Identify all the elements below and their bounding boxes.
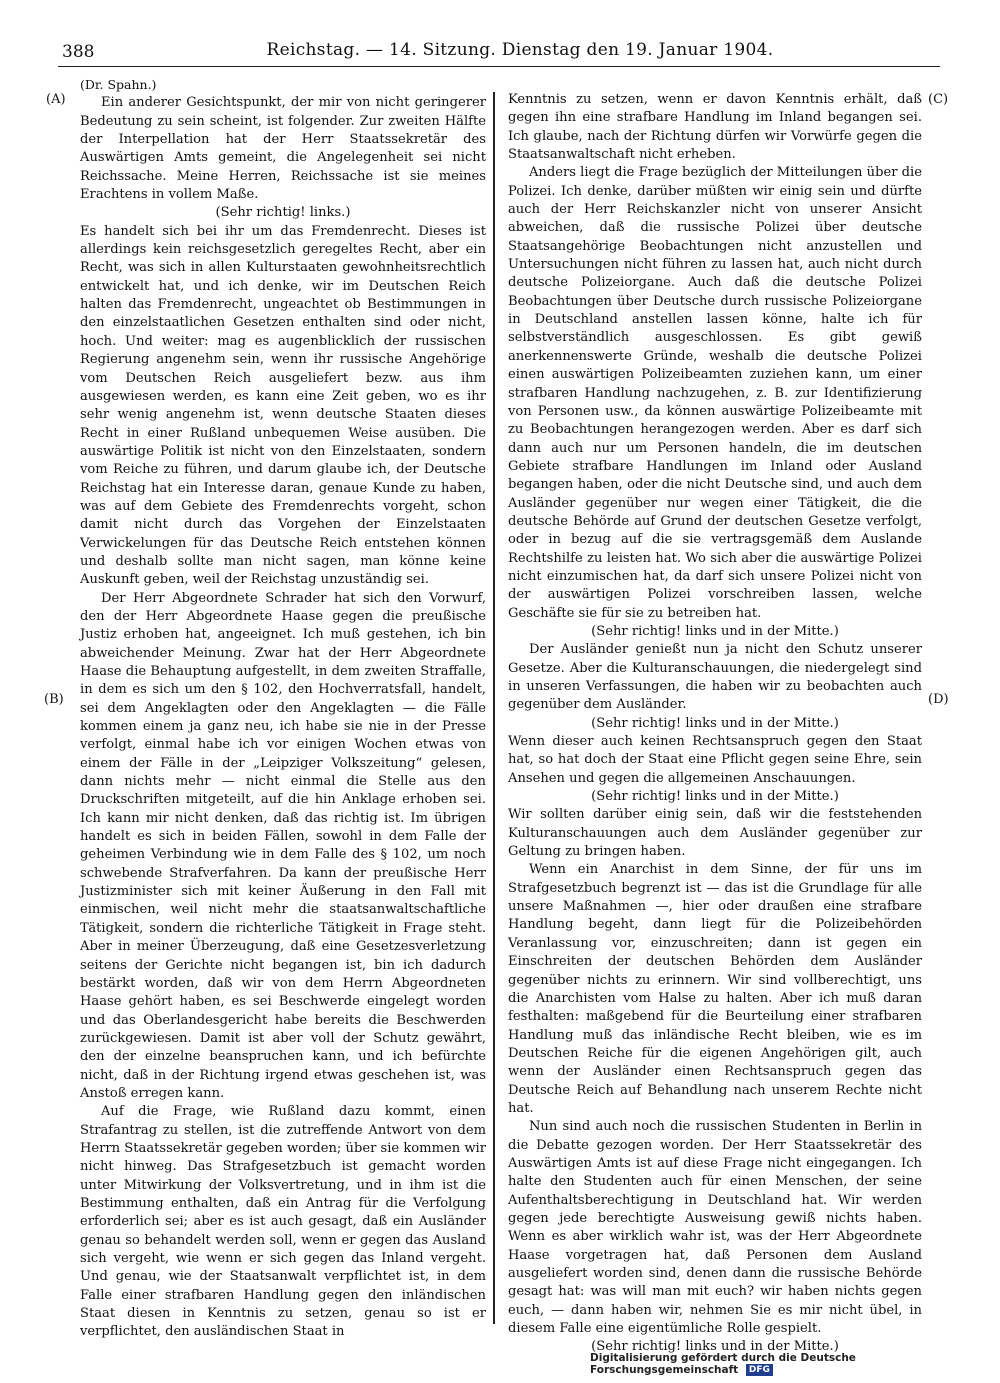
interjection: (Sehr richtig! links und in der Mitte.) xyxy=(591,1339,839,1355)
paragraph: Anders liegt die Frage bezüglich der Mitteilungen über die Polizei. Ich denke, darüber müßten wir einig sein und dürfte auch der Herr Reichskanzler nicht von unserer Ansicht abweichen, daß die russische Polizei über deutsche Staatsangehörige Beobachtungen nicht anzustellen und Untersuchungen nicht führen zu lassen hat, auch nicht durch deutsche Polizeiorgane. Auch daß die deutsche Polizei Beobachtungen über Deutsche durch russische Polizeiorgane in Deutschland anstellen lassen könne, halte ich für selbstverständlich ausgeschlossen. Es gibt gewiß anerkennenswerte Gründe, weshalb die deutsche Polizei einen auswärtigen Polizeibeamten zuziehen kann, um einer strafbaren Handlung nachzugehen, z. B. zur Identifizierung von Personen usw., da können auswärtige Polizeibeamte mit zu Beobachtungen herangezogen werden. Aber es darf sich dann auch nur um Personen handeln, die im deutschen Gebiete strafbare Handlungen im Inland oder Ausland begangen haben, oder die nicht Deutsche sind, und auch dem Ausländer gegenüber nur wegen einer Tätigkeit, die die deutsche Behörde auf Grund der deutschen Gesetze verfolgt, oder in bezug auf die sie vertragsgemäß dem Auslande Rechtshilfe zu leisten hat. Wo sich aber die auswärtige Polizei nicht einzumischen hat, da darf sich unsere Polizei nicht von der auswärtigen Polizei vorschreiben lassen, welche Geschäfte sie für sie zu betreiben hat. xyxy=(508,165,922,621)
paragraph: Nun sind auch noch die russischen Studenten in Berlin in die Debatte gezogen worden. Der Herr Staatssekretär des Auswärtigen Amts ist auf diese Frage nicht eingegangen. Ich halte den Studenten auch für einen Menschen, der seine Aufenthaltsberechtigung in Deutschland hat. Wir werden gegen jede berechtigte Ausweisung gewiß nichts haben. Wenn es aber wirklich wahr ist, was der Herr Abgeordnete Haase vorgetragen hat, daß Personen dem Ausland ausgeliefert worden sind, denen dann die russische Behörde gesagt hat: was will man mit euch? wir haben nichts gegen euch, — dann haben wir, nehmen Sie es mir nicht übel, in diesem Falle eine eigentümliche Rolle gespielt. xyxy=(508,1119,922,1337)
right-column xyxy=(508,91,922,1357)
margin-mark-d: (D) xyxy=(928,692,949,707)
paragraph: Der Ausländer genießt nun ja nicht den Schutz unserer Gesetze. Aber die Kulturanschauungen, die niedergelegt sind in unseren Verfassungen, die haben wir zu beobachten auch gegenüber dem Ausländer. xyxy=(508,642,922,713)
dfg-logo: DFG xyxy=(746,1364,773,1376)
speaker-label: (Dr. Spahn.) xyxy=(80,77,157,92)
paragraph: Es handelt sich bei ihr um das Fremdenrecht. Dieses ist allerdings kein reichsgesetzlich geregeltes Recht, aber ein Recht, was sich in allen Kulturstaaten gewohnheitsrechtlich entwickelt hat, und ich denke, wir im Deutschen Reich halten das Fremdenrecht, ungeachtet ob Bestimmungen in den einzelstaatlichen Gesetzen enthalten sind oder nicht, hoch. Und weiter: mag es augenblicklich der russischen Regierung angenehm sein, wenn ihr russische Angehörige vom Deutschen Reich ausgeliefert bezw. aus ihm ausgewiesen werden, es kann eine Zeit geben, wo es ihr sehr wenig angenehm ist, wenn deutsche Staaten dieses Recht in einer Rußland unbequemen Weise ausüben. Die auswärtige Politik ist nicht von den Einzelstaaten, sondern vom Reiche zu führen, und darum glaube ich, der Deutsche Reichstag hat ein Interesse daran, genaue Kunde zu haben, was auf dem Gebiete des Fremdenrechts vorgeht, schon damit nicht durch das Vorgehen der Einzelstaaten Verwickelungen für das Deutsche Reich entstehen können und deshalb sollte man nicht sagen, man könne keine Auskunft geben, weil der Reichstag unzuständig sei. xyxy=(80,223,486,588)
interjection: (Sehr richtig! links.) xyxy=(215,205,351,221)
footer-text: Digitalisierung gefördert durch die Deutsche Forschungsgemeinschaft xyxy=(590,1352,856,1376)
margin-mark-a: (A) xyxy=(46,92,66,107)
interjection: (Sehr richtig! links und in der Mitte.) xyxy=(591,789,839,805)
paragraph: Kenntnis zu setzen, wenn er davon Kenntnis erhält, daß gegen ihn eine strafbare Handlung im Inland begangen sei. Ich glaube, nach der Richtung dürfen wir Vorwürfe gegen die Staatsanwaltschaft nicht erheben. xyxy=(508,92,922,163)
running-head: Reichstag. — 14. Sitzung. Dienstag den 19. Januar 1904. xyxy=(266,40,774,60)
interjection: (Sehr richtig! links und in der Mitte.) xyxy=(591,623,839,639)
footer-note xyxy=(590,1352,1000,1376)
paragraph: Ein anderer Gesichtspunkt, der mir von nicht geringerer Bedeutung zu sein scheint, ist folgender. Zur zweiten Hälfte der Interpellation hat der Herr Staatssekretär des Auswärtigen Amts gemeint, die Angelegenheit sei nicht Reichssache. Meine Herren, Reichssache ist sie meines Erachtens in vollem Maße. xyxy=(80,95,486,203)
header-rule xyxy=(58,66,940,67)
page-number: 388 xyxy=(62,42,95,62)
interjection: (Sehr richtig! links und in der Mitte.) xyxy=(591,715,839,731)
left-column xyxy=(80,76,486,1342)
margin-mark-b: (B) xyxy=(44,692,64,707)
paragraph: Wenn ein Anarchist in dem Sinne, der für uns im Strafgesetzbuch begrenzt ist — das ist die Grundlage für alle unsere Maßnahmen —, hier oder draußen eine strafbare Handlung begeht, dann liegt für die Polizeibehörden Veranlassung vor, einzuschreiten; dann ist gegen ein Einschreiten der deutschen Behörden dem Ausländer gegenüber nichts zu erinnern. Wir sind vollberechtigt, uns die Anarchisten vom Halse zu halten. Aber ich muß daran festhalten: maßgebend für die Beurteilung einer strafbaren Handlung muß das inländische Recht bleiben, wie es im Deutschen Reiche für die eigenen Angehörigen gilt, auch wenn der Ausländer einen Rechtsanspruch gegen das Deutsche Reich auf Behandlung nach unserem Rechte nicht hat. xyxy=(508,862,922,1116)
margin-mark-c: (C) xyxy=(928,92,949,107)
column-divider xyxy=(493,92,495,1324)
paragraph: Auf die Frage, wie Rußland dazu kommt, einen Strafantrag zu stellen, ist die zutreffende Antwort von dem Herrn Staatssekretär gegeben worden; über sie kommen wir nicht hinweg. Das Strafgesetzbuch ist gemacht worden unter Mitwirkung der Volksvertretung, und in ihm ist die Bestimmung enthalten, daß ein Antrag für die Verfolgung erforderlich sei; aber es ist auch gesagt, daß ein Ausländer genau so behandelt werden soll, wenn er gegen das Ausland sich vergeht, wie wenn er sich gegen das Inland vergeht. Und genau, wie der Staatsanwalt verpflichtet ist, in dem Falle einer strafbaren Handlung gegen den inländischen Staat diesen in Kenntnis zu setzen, genau so ist er verpflichtet, den ausländischen Staat in xyxy=(80,1104,486,1340)
paragraph: Wir sollten darüber einig sein, daß wir die feststehenden Kulturanschauungen auch dem Ausländer gegenüber zur Geltung zu bringen haben. xyxy=(508,807,922,860)
paragraph: Der Herr Abgeordnete Schrader hat sich den Vorwurf, den der Herr Abgeordnete Haase gegen die preußische Justiz erhoben hat, angeeignet. Ich muß gestehen, ich bin abweichender Meinung. Zwar hat der Herr Abgeordnete Haase die Behauptung aufgestellt, in dem zweiten Straffalle, in dem es sich um den § 102, den Hochverratsfall, handelt, sei dem Angeklagten oder den Angeklagten — die Fälle kommen einem ja ganz neu, ich habe sie nie in der Presse verfolgt, einmal habe ich vor einigen Wochen etwas von einem der Fälle in der „Leipziger Volkszeitung“ gelesen, dann nichts mehr — nicht einmal die Stelle aus den Druckschriften mitgeteilt, auf die hin Anklage erhoben sei. Ich kann mir nicht denken, daß das richtig ist. Im übrigen handelt es sich in beiden Fällen, sowohl in dem Falle der geheimen Verbindung wie in dem Falle des § 102, um noch schwebende Strafverfahren. Da kann der preußische Herr Justizminister sich mit keiner Äußerung in den Fall mit einmischen, weil nicht mehr die staatsanwaltschaftliche Tätigkeit, sondern die richterliche Tätigkeit in Frage steht. Aber in meiner Überzeugung, daß eine Gesetzesverletzung seitens der Gerichte nicht begangen ist, bin ich dadurch bestärkt worden, daß wir von dem Herrn Abgeordneten Haase gehört haben, es sei Beschwerde eingelegt worden und das Oberlandesgericht habe bereits die Beschwerden zurückgewiesen. Damit ist aber voll der Schutz gewährt, den der einzelne beanspruchen kann, und ich befürchte nicht, daß in der Richtung irgend etwas geschehen ist, was Anstoß erregen kann. xyxy=(80,590,486,1101)
paragraph: Wenn dieser auch keinen Rechtsanspruch gegen den Staat hat, so hat doch der Staat eine Pflicht gegen seine Ehre, sein Ansehen und gegen die allgemeinen Anschauungen. xyxy=(508,734,922,786)
